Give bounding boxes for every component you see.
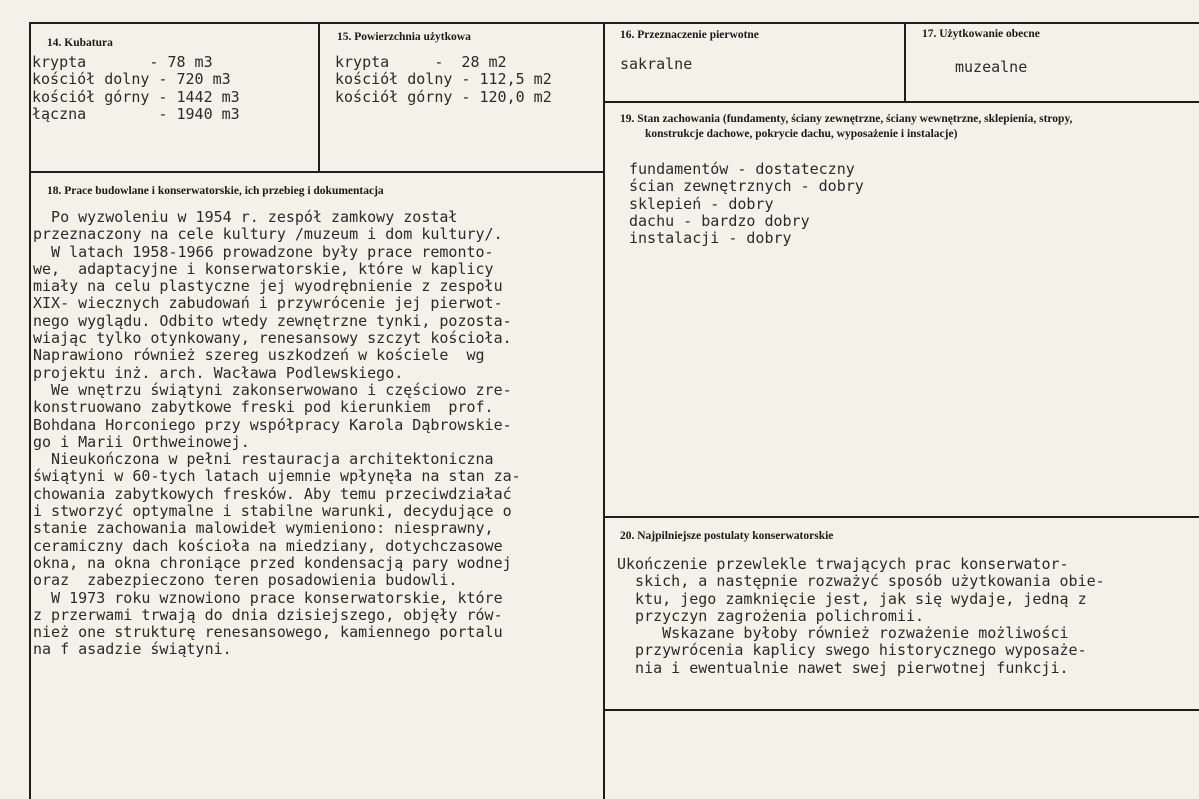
text-line: na f asadzie świątyni. xyxy=(33,640,232,659)
area-line: kościół górny - 120,0 m2 xyxy=(335,87,552,106)
text-line: oraz zabezpieczono teren posadowienia budowli. xyxy=(33,571,458,590)
condition-line: dachu - bardzo dobry xyxy=(629,211,810,230)
divider-14-15 xyxy=(318,22,320,172)
section-16-title: 16. Przeznaczenie pierwotne xyxy=(620,29,759,41)
text-line: ceramiczny dach kościoła na miedziany, dotychczasowe xyxy=(33,536,503,555)
top-border xyxy=(30,22,1199,24)
postulate-line: przywrócenia kaplicy swego historycznego wyposaże- xyxy=(617,641,1087,660)
text-line: okna, na okna chroniące przed kondensacją pary wodnej xyxy=(33,553,512,572)
section-14-title: 14. Kubatura xyxy=(47,37,113,49)
text-line: XIX- wiecznych zabudowań i przywrócenie jej pierwot- xyxy=(33,294,503,313)
text-line: Naprawiono również szereg uszkodzeń w kościele wg xyxy=(33,346,485,365)
divider-main-vertical xyxy=(603,22,605,799)
text-line: z przerwami trwają do dnia dzisiejszego, objęły rów- xyxy=(33,605,503,624)
section-18-title: 18. Prace budowlane i konserwatorskie, ich przebieg i dokumentacja xyxy=(47,185,384,197)
postulate-line: ktu, jego zamknięcie jest, jak się wydaje, jedną z xyxy=(617,589,1087,608)
original-purpose-value: sakralne xyxy=(620,55,693,73)
divider-16-17 xyxy=(904,22,906,102)
condition-line: fundamentów - dostateczny xyxy=(629,160,855,178)
section-15-title: 15. Powierzchnia użytkowa xyxy=(337,31,471,43)
postulate-line: Wskazane byłoby również rozważenie możliwości xyxy=(617,624,1069,643)
postulate-line: nia i ewentualnie nawet swej pierwotnej funkcji. xyxy=(617,658,1069,677)
volume-line: krypta - 78 m3 xyxy=(32,53,213,71)
section-15-content xyxy=(335,54,552,106)
text-line: i stworzyć optymalne i stabilne warunki, decydujące o xyxy=(33,502,512,521)
volume-line: łączna - 1940 m3 xyxy=(32,104,240,123)
postulate-line: Ukończenie przewlekle trwających prac konserwator- xyxy=(617,555,1069,573)
section-19-title: 19. Stan zachowania (fundamenty, ściany zewnętrzne, ściany wewnętrzne, sklepienia, stropy, xyxy=(620,113,1073,125)
text-line: chowania zabytkowych fresków. Aby temu przeciwdziałać xyxy=(33,484,512,503)
volume-line: kościół dolny - 720 m3 xyxy=(32,70,231,89)
text-line: wiając tylko otynkowany, renesansowy szczyt kościoła. xyxy=(33,329,512,348)
section-19-title-continued: konstrukcje dachowe, pokrycie dachu, wyposażenie i instalacje) xyxy=(645,128,958,140)
text-line: Nieukończona w pełni restauracja architektoniczna xyxy=(33,450,494,469)
divider-left-row xyxy=(30,171,605,173)
section-14-content xyxy=(32,54,240,123)
text-line: go i Marii Orthweinowej. xyxy=(33,432,250,451)
text-line: przeznaczony na cele kultury /muzeum i dom kultury/. xyxy=(33,225,503,244)
text-line: nego wyglądu. Odbito wtedy zewnętrzne tynki, pozosta- xyxy=(33,311,512,330)
text-line: konstruowano zabytkowe freski pod kierunkiem prof. xyxy=(33,398,494,417)
section-18-content xyxy=(33,209,521,659)
text-line: we, adaptacyjne i konserwatorskie, które w kaplicy xyxy=(33,259,494,278)
text-line: Bohdana Horconiego przy współpracy Karola Dąbrowskie- xyxy=(33,415,512,434)
text-line: projektu inż. arch. Wacława Podlewskiego. xyxy=(33,363,404,382)
postulate-line: skich, a następnie rozważyć sposób użytkowania obie- xyxy=(617,572,1105,591)
divider-20-bottom xyxy=(603,709,1199,711)
current-use-value: muzealne xyxy=(955,58,1028,76)
text-line: Po wyzwoleniu w 1954 r. zespół zamkowy został xyxy=(33,208,458,226)
divider-top-row-right xyxy=(603,101,1199,103)
section-20-title: 20. Najpilniejsze postulaty konserwatorskie xyxy=(620,530,834,542)
postulate-line: przyczyn zagrożenia polichromii. xyxy=(617,606,925,625)
condition-line: instalacji - dobry xyxy=(629,229,792,248)
section-19-content xyxy=(629,161,864,247)
text-line: nież one strukturę renesansowego, kamiennego portalu xyxy=(33,623,503,642)
section-20-content xyxy=(617,556,1105,677)
left-border xyxy=(29,22,31,799)
condition-line: ścian zewnętrznych - dobry xyxy=(629,177,864,196)
text-line: W 1973 roku wznowiono prace konserwatorskie, które xyxy=(33,588,503,607)
text-line: We wnętrzu świątyni zakonserwowano i częściowo zre- xyxy=(33,380,512,399)
text-line: W latach 1958-1966 prowadzone były prace remonto- xyxy=(33,242,494,261)
text-line: stanie zachowania malowideł wymieniono: niesprawny, xyxy=(33,519,494,538)
area-line: kościół dolny - 112,5 m2 xyxy=(335,70,552,89)
volume-line: kościół górny - 1442 m3 xyxy=(32,87,240,106)
condition-line: sklepień - dobry xyxy=(629,194,774,213)
section-17-title: 17. Użytkowanie obecne xyxy=(922,28,1040,40)
divider-19-20 xyxy=(603,516,1199,518)
area-line: krypta - 28 m2 xyxy=(335,53,507,71)
text-line: świątyni w 60-tych latach ujemnie wpłynęła na stan za- xyxy=(33,467,521,486)
text-line: miały na celu plastyczne jej wyodrębnienie z zespołu xyxy=(33,277,503,296)
